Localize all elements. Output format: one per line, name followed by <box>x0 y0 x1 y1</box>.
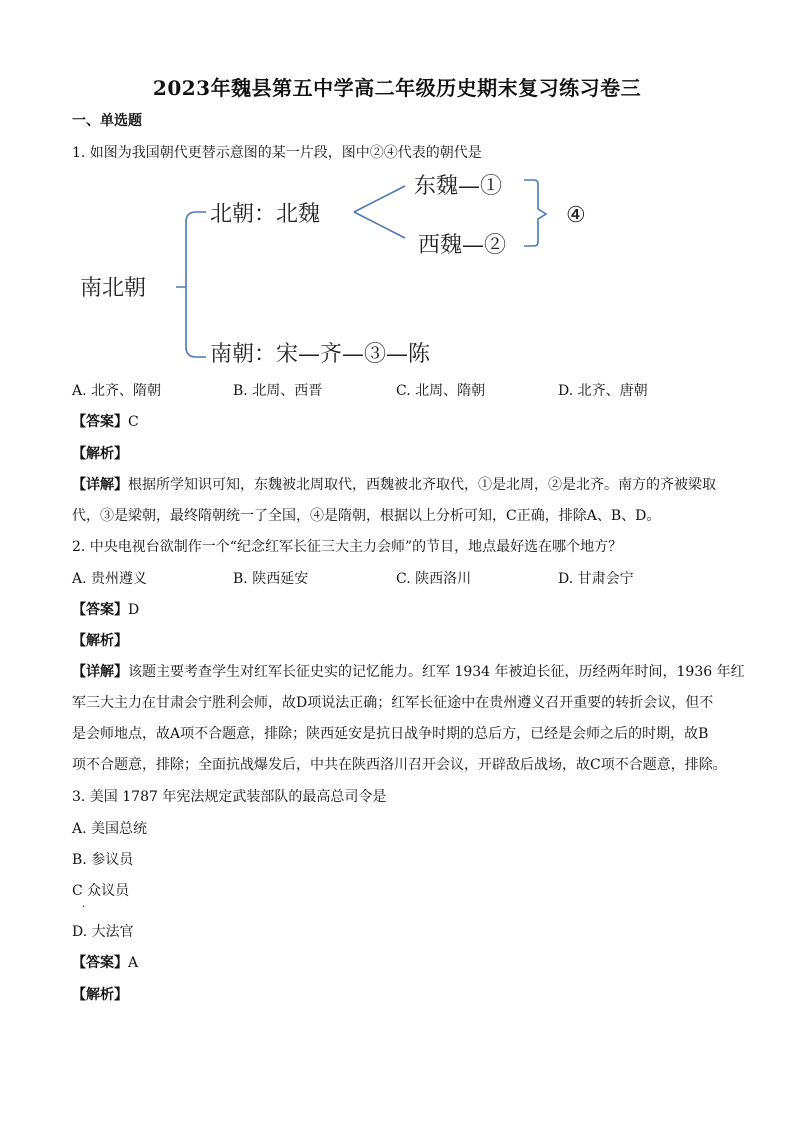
answer-label: 【答案】 <box>72 955 128 971</box>
page-title: 2023年魏县第五中学高二年级历史期末复习练习卷三 <box>152 76 642 100</box>
q1-option-c: C. 北周、隋朝 <box>396 383 486 399</box>
q1-option-b: B. 北周、西晋 <box>233 383 323 399</box>
q3-option-c: C 众议员 <box>72 883 130 899</box>
q2-detail-line-3: 是会师地点，故A项不合题意，排除；陕西延安是抗日战争时期的总后方，已经是会师之后的时期，故B <box>72 726 709 742</box>
q3-option-a: A. 美国总统 <box>72 821 148 837</box>
answer-value: D <box>128 602 140 618</box>
diagram-south-label: 南朝：宋—齐—③—陈 <box>210 342 431 367</box>
q3-option-d: D. 大法官 <box>72 924 134 940</box>
dynasty-diagram <box>72 162 632 372</box>
q2-option-b: B. 陕西延安 <box>233 571 309 587</box>
answer-label: 【答案】 <box>72 602 128 618</box>
q3-answer <box>72 952 138 972</box>
q1-detail-line-1 <box>72 474 716 494</box>
q2-option-c: C. 陕西洛川 <box>396 571 472 587</box>
q1-detail-line-2: 代，③是梁朝，最终隋朝统一了全国，④是隋朝，根据以上分析可知，C正确，排除A、B、D。 <box>72 508 661 524</box>
diagram-root-label: 南北朝 <box>80 276 147 301</box>
north-branch-lines <box>354 186 405 238</box>
q1-answer <box>72 411 139 431</box>
q2-answer <box>72 599 139 619</box>
dynasty-diagram-svg <box>72 162 632 372</box>
q3-option-b: B. 参议员 <box>72 852 134 868</box>
detail-label: 【详解】 <box>72 477 128 493</box>
q2-detail-line-4: 项不合题意，排除；全面抗战爆发后，中共在陕西洛川召开会议，开辟敌后战场，故C项不合题意，排除。 <box>72 757 727 773</box>
q1-option-d: D. 北齐、唐朝 <box>558 383 648 399</box>
q2-detail-line-2: 军三大主力在甘肃会宁胜利会师，故D项说法正确；红军长征途中在贵州遵义召开重要的转折会议，但不 <box>72 695 714 711</box>
q2-option-d: D. 甘肃会宁 <box>558 571 634 587</box>
merge-bracket <box>524 180 546 246</box>
stray-dot: · <box>82 902 86 913</box>
diagram-merged-label: ④ <box>566 203 586 228</box>
answer-value: C <box>128 414 139 430</box>
q3-analysis-label: 【解析】 <box>72 987 128 1003</box>
section-heading: 一、单选题 <box>72 113 142 129</box>
answer-value: A <box>128 955 139 971</box>
q2-detail-line-1 <box>72 661 745 681</box>
answer-label: 【答案】 <box>72 414 128 430</box>
detail-text: 根据所学知识可知，东魏被北周取代，西魏被北齐取代，①是北周，②是北齐。南方的齐被梁取 <box>128 477 716 493</box>
q3-stem: 3. 美国 1787 年宪法规定武装部队的最高总司令是 <box>72 789 387 805</box>
q1-stem: 1. 如图为我国朝代更替示意图的某一片段，图中②④代表的朝代是 <box>72 145 482 161</box>
detail-text: 该题主要考查学生对红军长征史实的记忆能力。红军 1934 年被迫长征，历经两年时间，1936 年红 <box>128 664 745 680</box>
main-bracket <box>176 212 206 357</box>
q2-option-a: A. 贵州遵义 <box>72 571 148 587</box>
detail-label: 【详解】 <box>72 664 128 680</box>
q2-stem: 2. 中央电视台欲制作一个“纪念红军长征三大主力会师”的节目，地点最好选在哪个地方？ <box>72 539 623 555</box>
q1-analysis-label: 【解析】 <box>72 446 128 462</box>
q2-analysis-label: 【解析】 <box>72 633 128 649</box>
q1-option-a: A. 北齐、隋朝 <box>72 383 162 399</box>
diagram-east-wei-label: 东魏—① <box>414 174 503 199</box>
diagram-west-wei-label: 西魏—② <box>418 233 507 258</box>
diagram-north-label: 北朝：北魏 <box>210 202 321 227</box>
